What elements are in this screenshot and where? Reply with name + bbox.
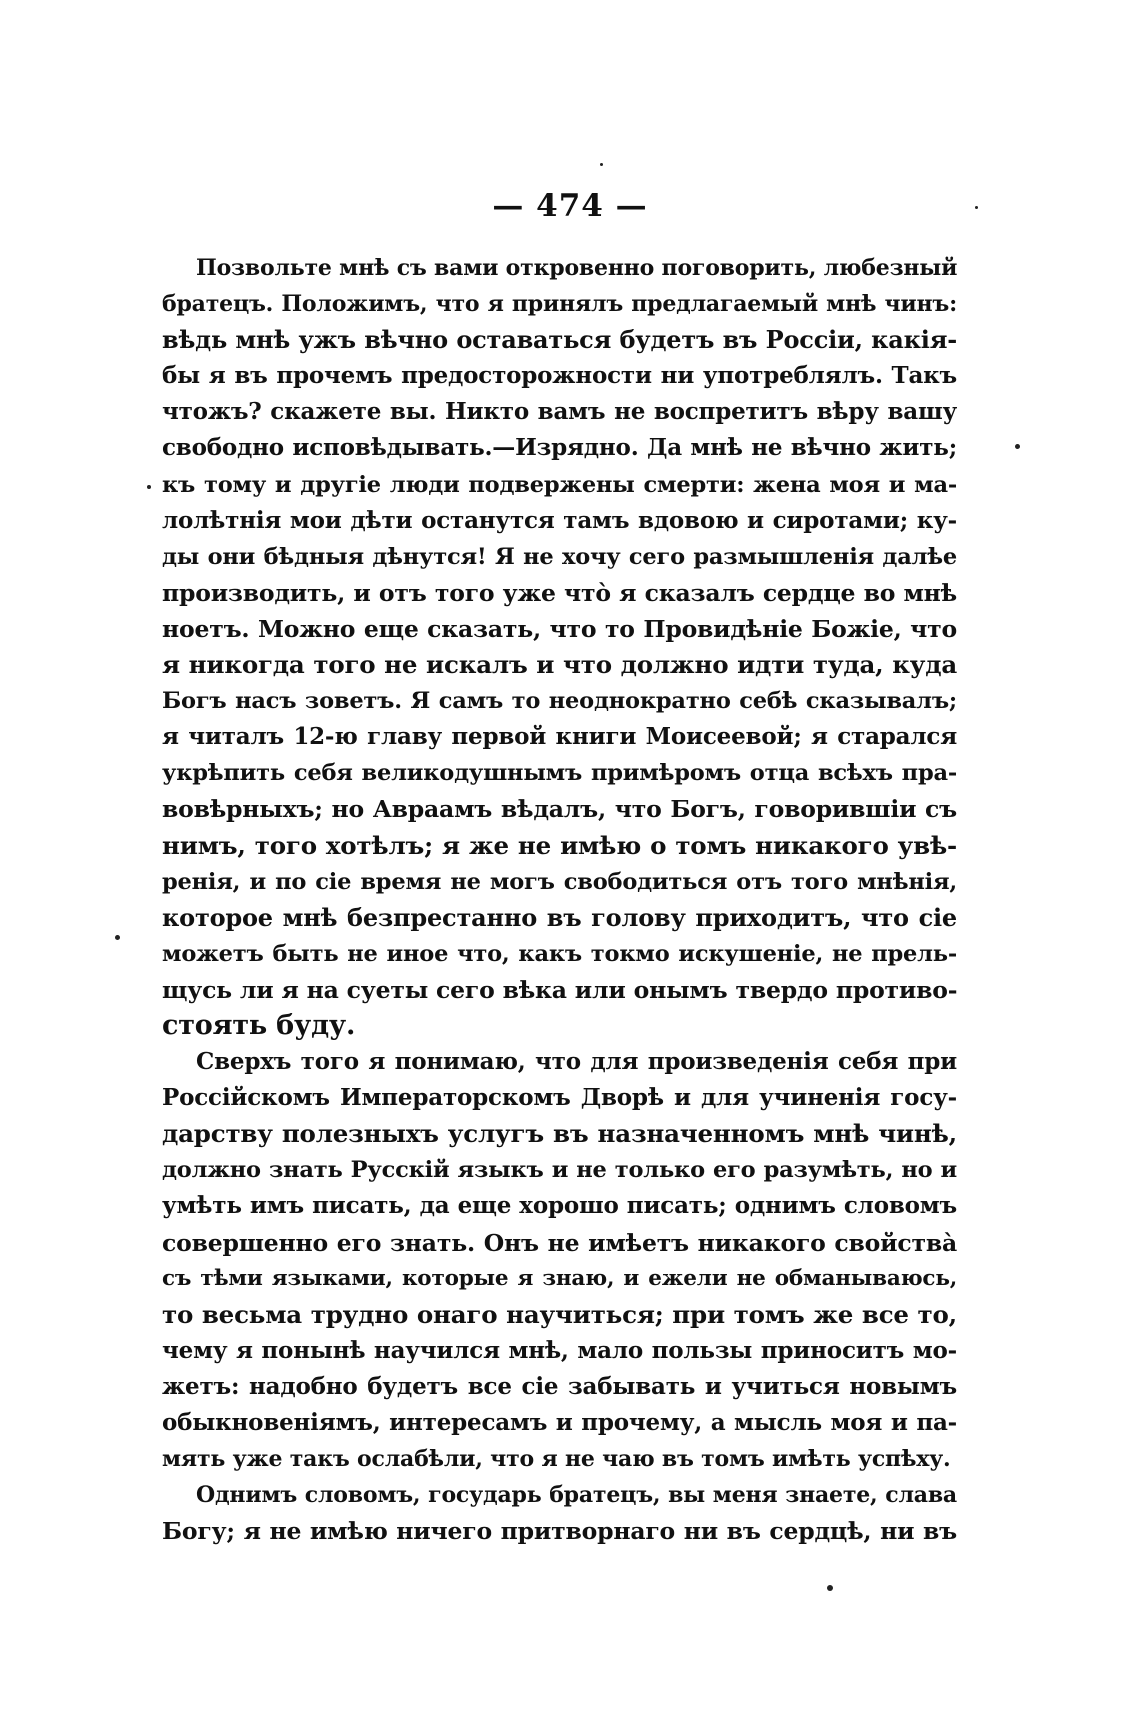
text-line: умѣть имъ писать, да еще хорошо писать; однимъ словомъ	[162, 1192, 957, 1220]
page-number: — 474 —	[492, 188, 648, 224]
text-line: я читалъ 12-ю главу первой книги Моисеевой; я старался	[162, 723, 957, 751]
text-line: лолѣтнія мои дѣти останутся тамъ вдовою и сиротами; ку-	[162, 506, 957, 534]
text-line: Россійскомъ Императорскомъ Дворѣ и для учиненія госу-	[162, 1084, 957, 1112]
text-line: совершенно его знать. Онъ не имѣетъ никакого свойства̀	[162, 1228, 957, 1257]
body-text	[162, 250, 957, 1549]
scan-speck	[827, 1585, 833, 1591]
text-line: съ тѣми языками, которые я знаю, и ежели не обманываюсь,	[162, 1265, 957, 1291]
text-line: Богу; я не имѣю ничего притворнаго ни въ сердцѣ, ни въ	[162, 1517, 957, 1546]
text-line: Сверхъ того я понимаю, что для произведенія себя при	[196, 1048, 957, 1076]
text-line: нимъ, того хотѣлъ; я же не имѣю о томъ никакого увѣ-	[162, 830, 957, 860]
text-line: можетъ быть не иное что, какъ токмо искушеніе, не прель-	[162, 940, 957, 967]
text-line: чтожъ? скажете вы. Никто вамъ не воспретитъ вѣру вашу	[162, 398, 957, 426]
text-line: укрѣпить себя великодушнымъ примѣромъ отца всѣхъ пра-	[162, 760, 957, 787]
scan-speck	[1015, 444, 1020, 449]
text-line: жетъ: надобно будетъ все сіе забывать и учиться новымъ	[162, 1372, 957, 1400]
scan-speck	[115, 935, 120, 940]
text-line: Богъ насъ зоветъ. Я самъ то неоднократно себѣ сказывалъ;	[162, 688, 957, 715]
text-line: бы я въ прочемъ предосторожности ни употреблялъ. Такъ	[162, 362, 957, 390]
text-line: вовѣрныхъ; но Авраамъ вѣдалъ, что Богъ, говорившіи съ	[162, 795, 957, 824]
text-line: я никогда того не искалъ и что должно идти туда, куда	[162, 650, 957, 680]
text-line: которое мнѣ безпрестанно въ голову приходитъ, что сіе	[162, 902, 957, 932]
text-line: ноетъ. Можно еще сказать, что то Провидѣніе Божіе, что	[162, 614, 957, 643]
text-line: производить, и отъ того уже что̀ я сказалъ сердце во мнѣ	[162, 578, 957, 607]
scan-speck	[600, 163, 603, 166]
text-line: Однимъ словомъ, государь братецъ, вы меня знаете, слава	[196, 1482, 957, 1509]
text-line: свободно исповѣдывать.—Изрядно. Да мнѣ не вѣчно жить;	[162, 434, 957, 462]
text-line: дарству полезныхъ услугъ въ назначенномъ мнѣ чинѣ,	[162, 1119, 957, 1149]
text-line: мять уже такъ ослабѣли, что я не чаю въ томъ имѣть успѣху.	[162, 1446, 951, 1473]
scan-speck	[975, 206, 978, 209]
text-line: вѣдь мнѣ ужъ вѣчно оставаться будетъ въ Россіи, какія-	[162, 325, 957, 355]
text-line: Позвольте мнѣ съ вами откровенно поговорить, любезный	[196, 255, 958, 281]
text-line: должно знать Русскій языкъ и не только его разумѣть, но и	[162, 1157, 957, 1184]
text-line: обыкновеніямъ, интересамъ и прочему, а мысль моя и па-	[162, 1409, 957, 1436]
text-line: щусь ли я на суеты сего вѣка или онымъ твердо противо-	[162, 975, 958, 1004]
text-line: къ тому и другіе люди подвержены смерти: жена моя и ма-	[162, 471, 957, 498]
text-line: то весьма трудно онаго научиться; при томъ же все то,	[162, 1299, 957, 1329]
text-line: стоять буду.	[162, 1009, 356, 1041]
scan-speck	[147, 485, 151, 489]
text-line: ренія, и по сіе время не могъ свободиться отъ того мнѣнія,	[162, 868, 957, 895]
text-line: ды они бѣдныя дѣнутся! Я не хочу сего размышленія далѣе	[162, 543, 957, 570]
text-line: чему я понынѣ научился мнѣ, мало пользы приноситъ мо-	[162, 1336, 957, 1364]
text-line: братецъ. Положимъ, что я принялъ предлагаемый мнѣ чинъ:	[162, 291, 957, 318]
